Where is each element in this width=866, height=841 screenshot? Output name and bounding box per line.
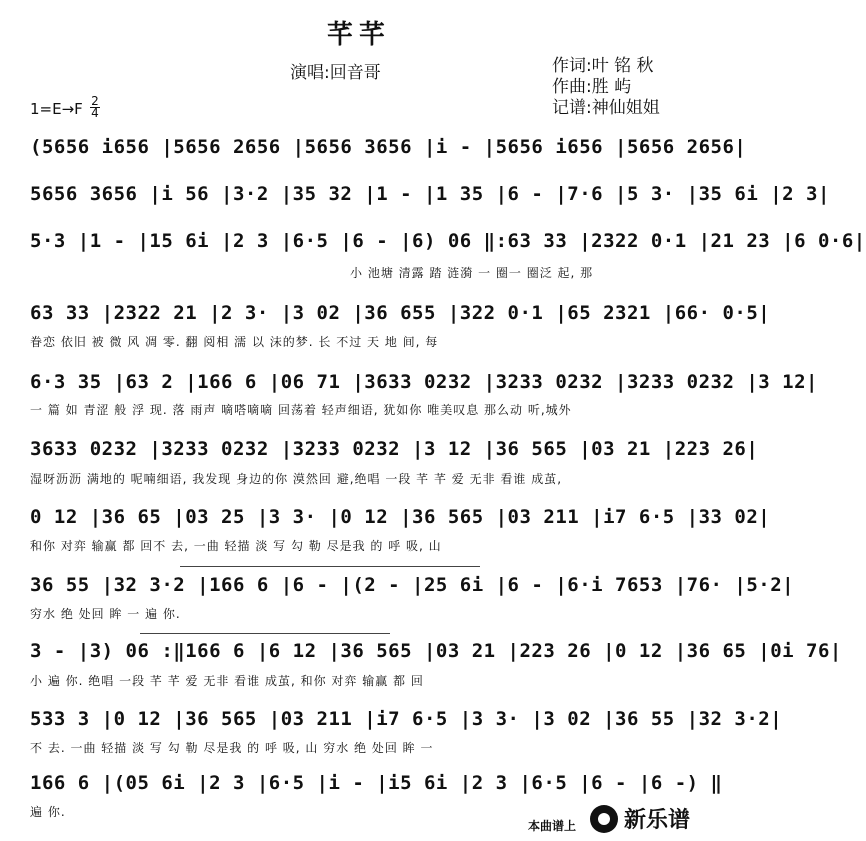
credits-block: [552, 56, 660, 119]
score-row-8: 36 55 |32 3·2 |166 6 |6 - |(2 - |25 6i |6 - |6·i 7653 |76· |5·2|: [30, 574, 795, 596]
volta-bracket-1: [180, 566, 480, 567]
lyrics-row-5: 一 篇 如 青涩 般 浮 现. 落 雨声 嘀嗒嘀嘀 回荡着 轻声细语, 犹如你 唯美叹息 那么动 听,城外: [30, 403, 572, 417]
lyrics-row-6: 湿呀沥沥 满地的 呢喃细语, 我发现 身边的你 漠然回 避,绝唱 一段 芊 芊 爱 无非 看谁 成茧,: [30, 472, 563, 486]
score-row-3: 5·3 |1 - |15 6i |2 3 |6·5 |6 - |6) 06 ‖:63 33 |2322 0·1 |21 23 |6 0·6|: [30, 230, 866, 252]
singer-credit: 演唱:回音哥: [290, 63, 381, 83]
key-signature: 1=E→F: [30, 100, 83, 118]
lyrics-row-10: 不 去. 一曲 轻描 淡 写 勾 勒 尽是我 的 呼 吸, 山 穷水 绝 处回 眸 一: [30, 741, 434, 755]
lyrics-row-4: 眷恋 依旧 被 微 风 凋 零. 翻 阅相 濡 以 沫的梦. 长 不过 天 地 间, 每: [30, 335, 439, 349]
lyrics-row-8: 穷水 绝 处回 眸 一 遍 你.: [30, 607, 181, 621]
score-row-2: 5656 3656 |i 56 |3·2 |35 32 |1 - |1 35 |6 - |7·6 |5 3· |35 6i |2 3|: [30, 183, 830, 205]
footer-caption: 本曲谱上: [528, 819, 577, 833]
volta-bracket-2: [140, 633, 390, 634]
score-row-9: 3 - |3) 06 :‖166 6 |6 12 |36 565 |03 21 |223 26 |0 12 |36 65 |0i 76|: [30, 640, 842, 662]
time-numerator: 2: [91, 94, 99, 108]
lyrics-row-9: 小 遍 你. 绝唱 一段 芊 芊 爱 无非 看谁 成茧, 和你 对弈 输赢 都 回: [30, 674, 424, 688]
score-row-1: (5656 i656 |5656 2656 |5656 3656 |i - |5656 i656 |5656 2656|: [30, 136, 747, 158]
composer-credit: 作曲:胜 屿: [552, 77, 632, 97]
lyrics-row-11: 遍 你.: [30, 805, 66, 819]
song-title: 芊芊: [326, 20, 391, 50]
score-row-6: 3633 0232 |3233 0232 |3233 0232 |3 12 |36 565 |03 21 |223 26|: [30, 438, 759, 460]
score-row-4: 63 33 |2322 21 |2 3· |3 02 |36 655 |322 0·1 |65 2321 |66· 0·5|: [30, 302, 771, 324]
score-row-10: 533 3 |0 12 |36 565 |03 211 |i7 6·5 |3 3· |3 02 |36 55 |32 3·2|: [30, 708, 783, 730]
score-row-7: 0 12 |36 65 |03 25 |3 3· |0 12 |36 565 |03 211 |i7 6·5 |33 02|: [30, 506, 771, 528]
lyrics-row-3: 小 池塘 清露 踏 涟漪 一 圈一 圈泛 起, 那: [350, 266, 594, 280]
lyricist-credit: 作词:叶 铭 秋: [552, 56, 654, 76]
time-denominator: 4: [91, 106, 99, 120]
brand-name: 新乐谱: [624, 808, 691, 833]
score-row-5: 6·3 35 |63 2 |166 6 |06 71 |3633 0232 |3233 0232 |3233 0232 |3 12|: [30, 371, 818, 393]
record-icon: [590, 805, 618, 833]
lyrics-row-7: 和你 对弈 输赢 都 回不 去, 一曲 轻描 淡 写 勾 勒 尽是我 的 呼 吸, 山: [30, 539, 442, 553]
score-row-11: 166 6 |(05 6i |2 3 |6·5 |i - |i5 6i |2 3 |6·5 |6 - |6 -) ‖: [30, 772, 723, 794]
transcriber-credit: 记谱:神仙姐姐: [552, 98, 660, 118]
time-signature: [90, 96, 100, 119]
brand-logo: [590, 803, 690, 834]
